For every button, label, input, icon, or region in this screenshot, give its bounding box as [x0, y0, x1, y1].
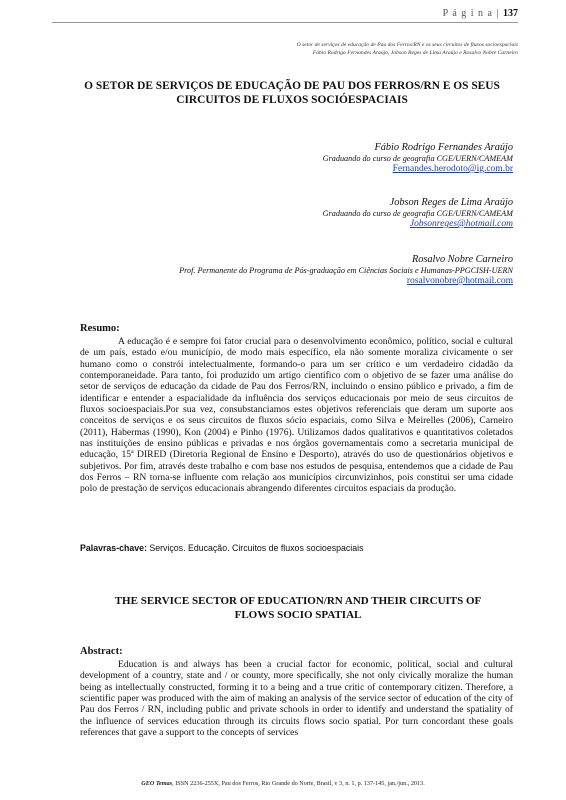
- page-number-header: P á g i n a | 137: [442, 8, 518, 19]
- page-label: P á g i n a: [442, 8, 493, 19]
- page-footer: [0, 780, 566, 787]
- paper-title: O SETOR DE SERVIÇOS DE EDUCAÇÃO DE PAU DOS FERROS/RN E OS SEUS CIRCUITOS DE FLUXOS SOCIÓESPACIAIS: [84, 80, 500, 106]
- english-title: THE SERVICE SECTOR OF EDUCATION/RN AND THEIR CIRCUITS OF FLOWS SOCIO SPATIAL: [114, 595, 482, 621]
- resumo-label: Resumo:: [80, 323, 120, 334]
- abstract-label: Abstract:: [80, 646, 123, 657]
- keywords-label: Palavras-chave:: [80, 543, 147, 553]
- page-number: 137: [503, 8, 518, 19]
- author-affiliation: Graduando do curso de geografia CGE/UERN/CAMEAM: [322, 154, 513, 163]
- running-header-authors: Fábio Rodrigo Fernandes Araújo, Jobson Reges de Lima Araújo e Rosalvo Nobre Carneiro: [312, 50, 518, 56]
- author-affiliation: Graduando do curso de geografia CGE/UERN/CAMEAM: [322, 209, 513, 218]
- keywords-line: [80, 543, 364, 554]
- resumo-text: A educação é e sempre foi fator crucial para o desenvolvimento econômico, político, social e cultural de um país, estado e/ou município, de modo mais específico, ela não somente moraliza civicamente o ser humano como o constrói intelectualmente, formando-o para um ser crítico e um verdadeiro cidadão da contemporaneidade. Para tanto, foi produzido um artigo científico com o objetivo de se fazer uma análise do setor de serviços de educação da cidade de Pau dos Ferros/RN, incluindo o ensino público e privado, a fim de identificar e entender a espacialidade da influência dos serviços educacionais por meio de seus circuitos de fluxos socioespaciais.Por sua vez, consubstanciamos estes objetivos referenciais que deram um suporte aos conceitos de serviços e os seus circuitos de fluxos sócio espaciais, como Silva e Meirelles (2006), Carneiro (2011), Habermas (1990), Kon (2004) e Pinho (1976). Utilizamos dados qualitativos e quantitativos coletados nas instituições de ensino públicas e privadas e nos órgãos governamentais como a secretaria municipal de educação, 15ª DIRED (Diretoria Regional de Ensino e Desporto), através do uso de questionários objetivos e subjetivos. Por fim, através deste trabalho e com base nos estudos de pesquisa, entendemos que a cidade de Pau dos Ferros – RN torna-se influente com relação aos municípios circunvizinhos, pois constitui ser uma cidade polo de prestação de serviços educacionais abrangendo diferentes circuitos espaciais da produção.: [80, 336, 513, 495]
- abstract-text: Education is and always has been a crucial factor for economic, political, social and cultural development of a country, state and / or county, more specifically, she not only civically moralize the human being as intellectually constructed, forming it to a being and a true critic of contemporary citizen. Therefore, a scientific paper was produced with the aim of making an analysis of the service sector of education of the city of Pau dos Ferros / RN, including public and private schools in order to identify and understand the spatiality of the influence of services education through its circuits flows socio spatial. Por turn concordant these goals references that gave a support to the concepts of services: [80, 659, 513, 739]
- author-email-link[interactable]: rosalvonobre@hotmail.com: [406, 276, 513, 286]
- author-name: Jobson Reges de Lima Araújo: [389, 197, 513, 208]
- author-affiliation: Prof. Permanente do Programa de Pós-graduação em Ciências Sociais e Humanas-PPGCISH-UERN: [179, 266, 513, 275]
- resumo-body: [80, 336, 513, 495]
- journal-name: GEO Temas: [141, 780, 173, 787]
- header-divider: [52, 22, 518, 23]
- author-block-2: [323, 197, 513, 230]
- author-name: Fábio Rodrigo Fernandes Araújo: [374, 142, 513, 153]
- keywords-value: Serviços. Educação. Circuitos de fluxos socioespaciais: [149, 543, 364, 553]
- author-email-link[interactable]: Jobsonreges@hotmail.com: [409, 219, 513, 229]
- author-name: Rosalvo Nobre Carneiro: [411, 254, 513, 265]
- running-header-title: O setor de serviços de educação de Pau dos Ferros/RN e os seus circuitos de fluxos socioespaciais: [296, 42, 518, 48]
- author-email-link[interactable]: Fernandes.herodoto@ig.com.br: [392, 164, 513, 174]
- footer-citation: , ISSN 2236-255X, Pau dos Ferros, Rio Grande do Norte, Brasil, v 3, n. 1, p. 137-145, jan./jun., 2013.: [172, 780, 425, 787]
- author-block-1: [323, 142, 513, 175]
- author-block-3: [179, 254, 513, 287]
- abstract-body: [80, 659, 513, 738]
